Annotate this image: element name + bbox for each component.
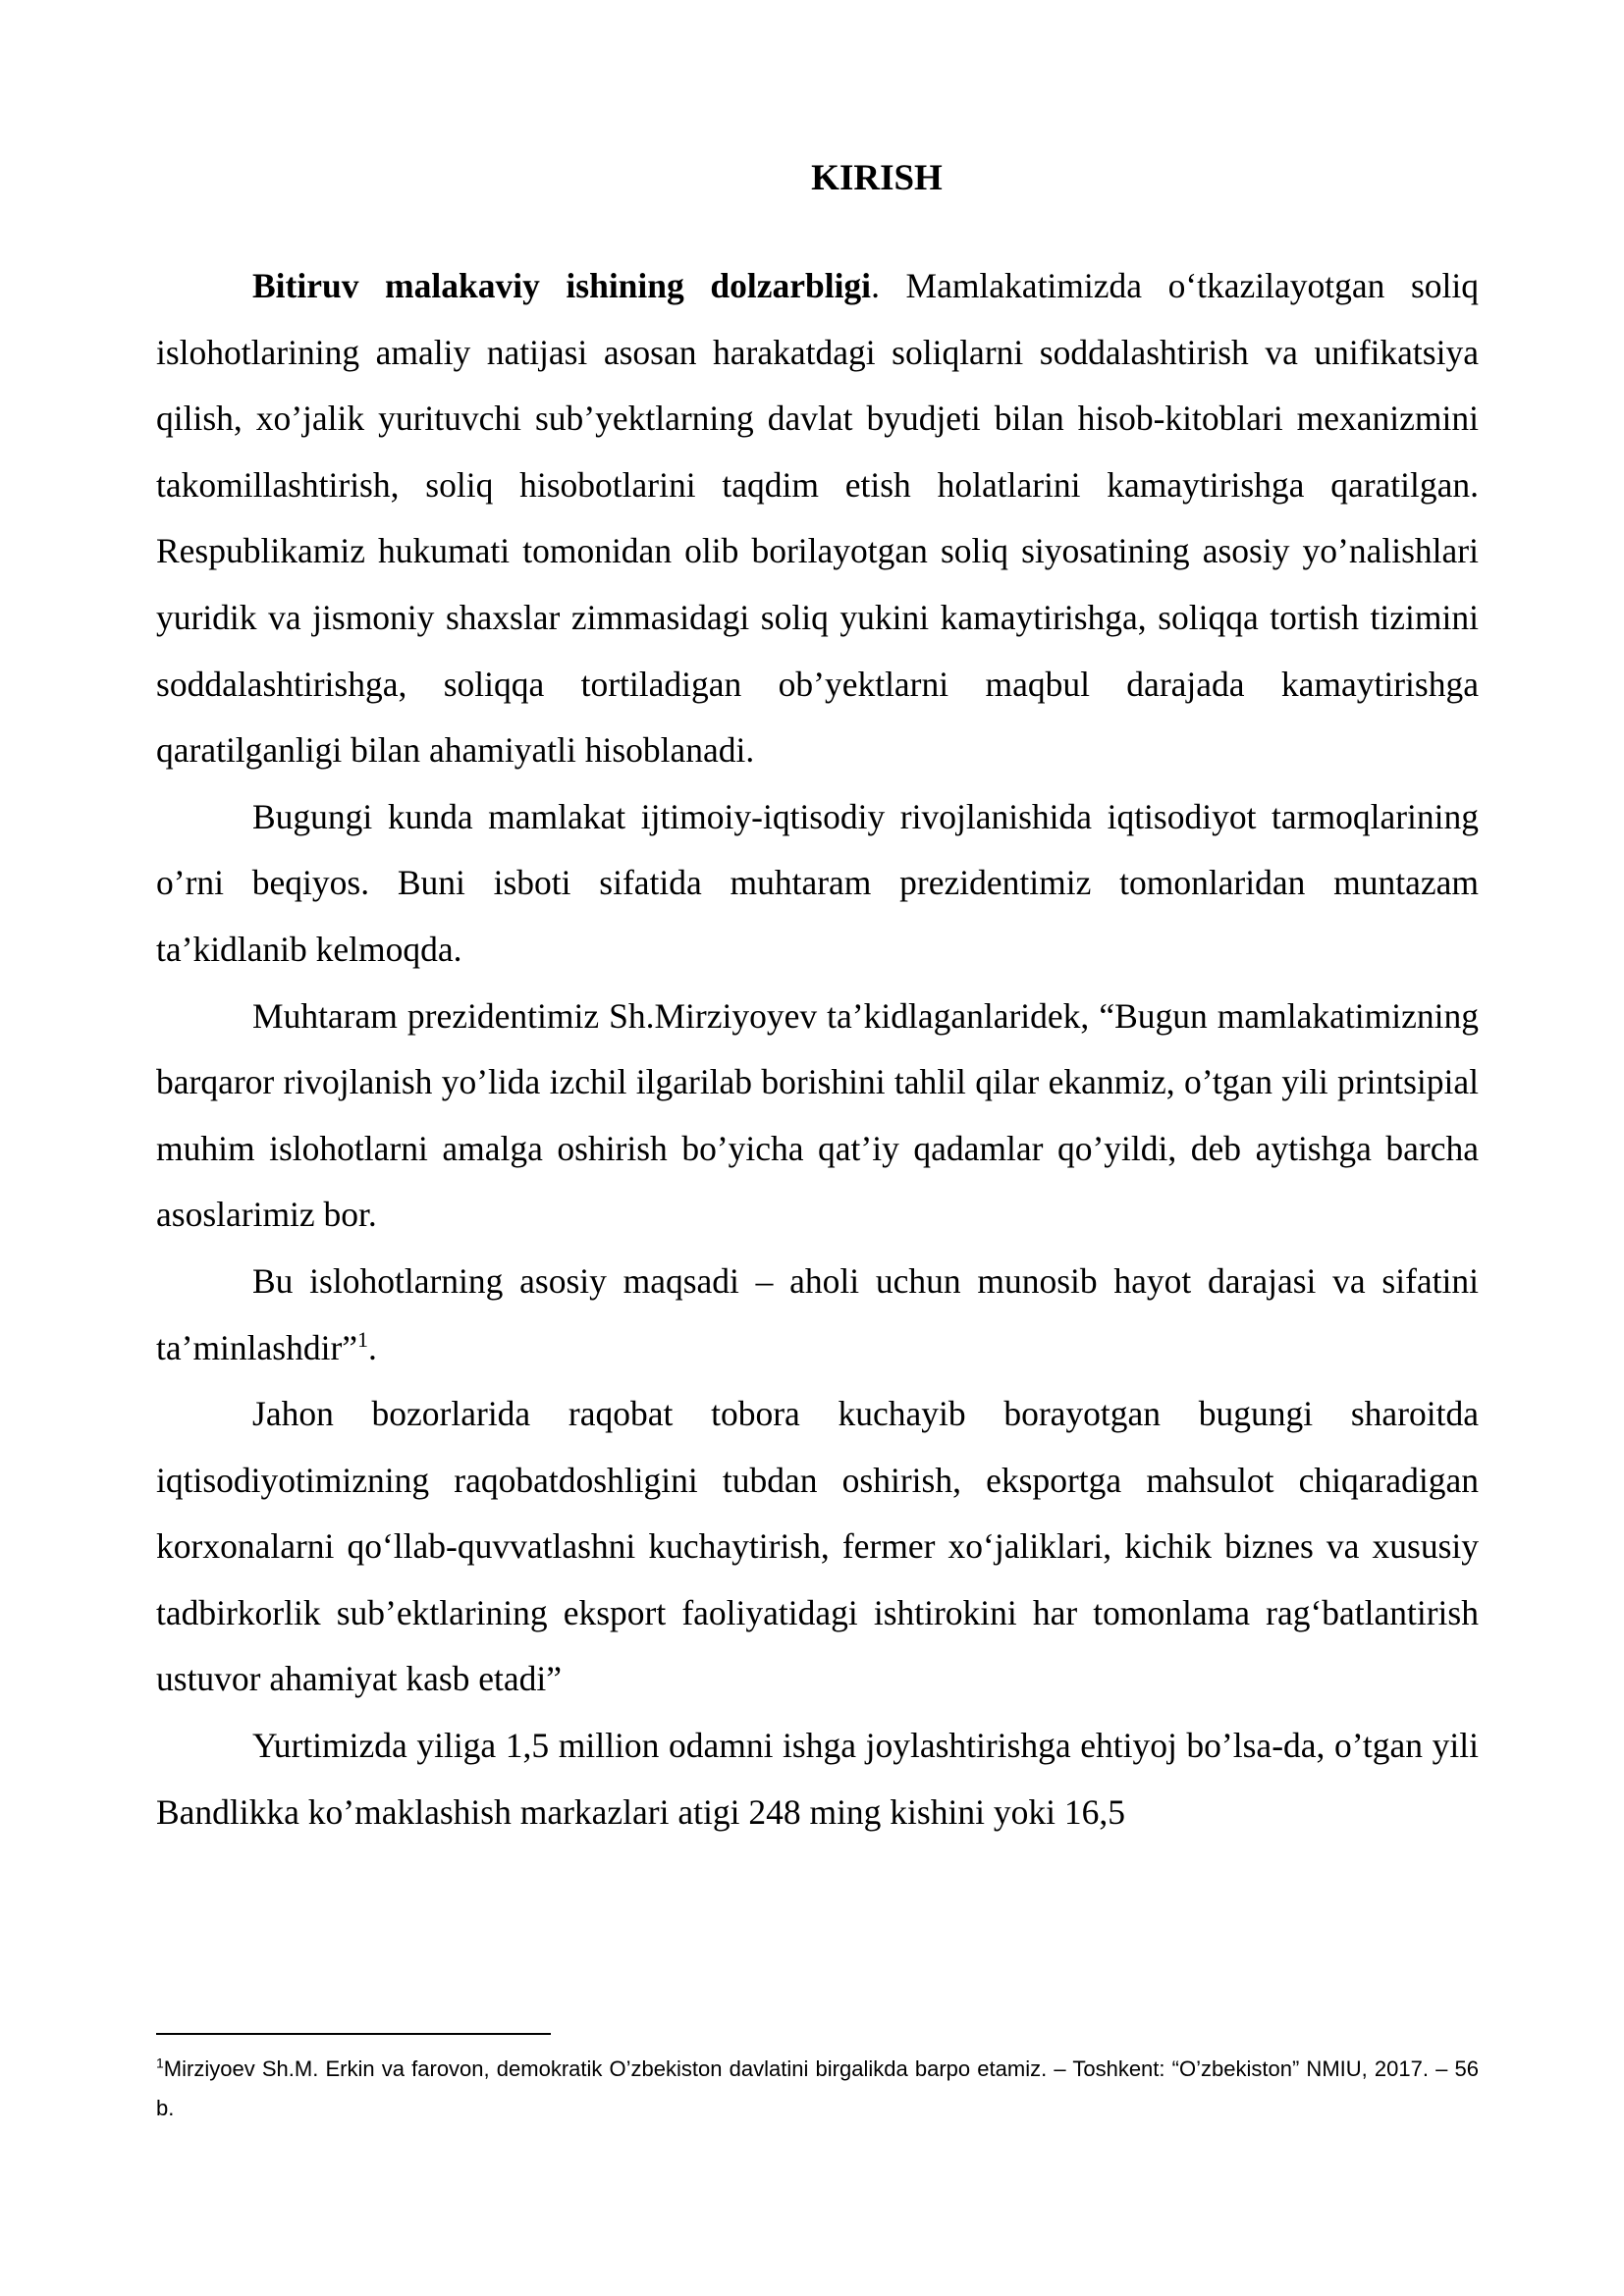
paragraph-4-text-end: . [368, 1327, 377, 1367]
paragraph-3: Muhtaram prezidentimiz Sh.Mirziyoyev ta’kidlaganlaridek, “Bugun mamlakatimizning barqaror rivojlanish yo’lida izchil ilgarilab borishini tahlil qilar ekanmiz, o’tgan yili printsipial muhim islohotlarni amalga oshirish bo’yicha qat’iy qadamlar qo’yildi, deb aytishga barcha asoslarimiz bor. [156, 995, 1479, 1235]
paragraph-5: Jahon bozorlarida raqobat tobora kuchayib borayotgan bugungi sharoitda iqtisodiyotimizning raqobatdoshligini tubdan oshirish, eksportga mahsulot chiqaradigan korxonalarni qo‘llab-quvvatlashni kuchaytirish, fermer xo‘jaliklari, kichik biznes va xususiy tadbirkorlik sub’ektlarining eksport faoliyatidagi ishtirokini har tomonlama rag‘batlantirish ustuvor ahamiyat kasb etadi” [156, 1394, 1479, 1699]
paragraph-2: Bugungi kunda mamlakat ijtimoiy-iqtisodiy rivojlanishida iqtisodiyot tarmoqlarining o’rni beqiyos. Buni isboti sifatida muhtaram prezidentimiz tomonlaridan muntazam ta’kidlanib kelmoqda. [156, 796, 1479, 969]
paragraph-4 [156, 1249, 1479, 1381]
paragraph-1-bold-lead: Bitiruv malakaviy ishining dolzarbligi [252, 266, 872, 305]
paragraph-1-text: . Mamlakatimizda o‘tkazilayotgan soliq islohotlarining amaliy natijasi asosan harakatdagi soliqlarni soddalashtirish va unifikatsiya qilish, xo’jalik yurituvchi sub’yektlarning davlat byudjeti bilan hisob-kitoblari mexanizmini takomillashtirish, soliq hisobotlarini taqdim etish holatlarini kamaytirishga qaratilgan. Respublikamiz hukumati tomonidan olib borilayotgan soliq siyosatining asosiy yo’nalishlari yuridik va jismoniy shaxslar zimmasidagi soliq yukini kamaytirishga, soliqqa tortish tizimini soddalashtirishga, soliqqa tortiladigan ob’yektlarni maqbul darajada kamaytirishga qaratilganligi bilan ahamiyatli hisoblanadi. [156, 266, 1480, 771]
footnote-number: 1 [156, 2055, 164, 2071]
paragraph-6: Yurtimizda yiliga 1,5 million odamni ishga joylashtirishga ehtiyoj bo’lsa-da, o’tgan yili Bandlikka ko’maklashish markazlari atigi 248 ming kishini yoki 16,5 [156, 1726, 1479, 1832]
footnote [156, 2050, 1479, 2128]
page-title: KIRISH [811, 158, 943, 198]
paragraph-1 [156, 253, 1479, 784]
footnote-text: Mirziyoev Sh.M. Erkin va farovon, demokratik O’zbekiston davlatini birgalikda barpo etamiz. – Toshkent: “O’zbekiston” NMIU, 2017. – 56 b. [156, 2056, 1479, 2120]
footnote-reference[interactable]: 1 [357, 1326, 369, 1352]
footnote-separator [156, 2033, 551, 2035]
body-text [156, 253, 1479, 1845]
paragraph-4-text: Bu islohotlarning asosiy maqsadi – aholi uchun munosib hayot darajasi va sifatini ta’minlashdir” [156, 1260, 1479, 1367]
